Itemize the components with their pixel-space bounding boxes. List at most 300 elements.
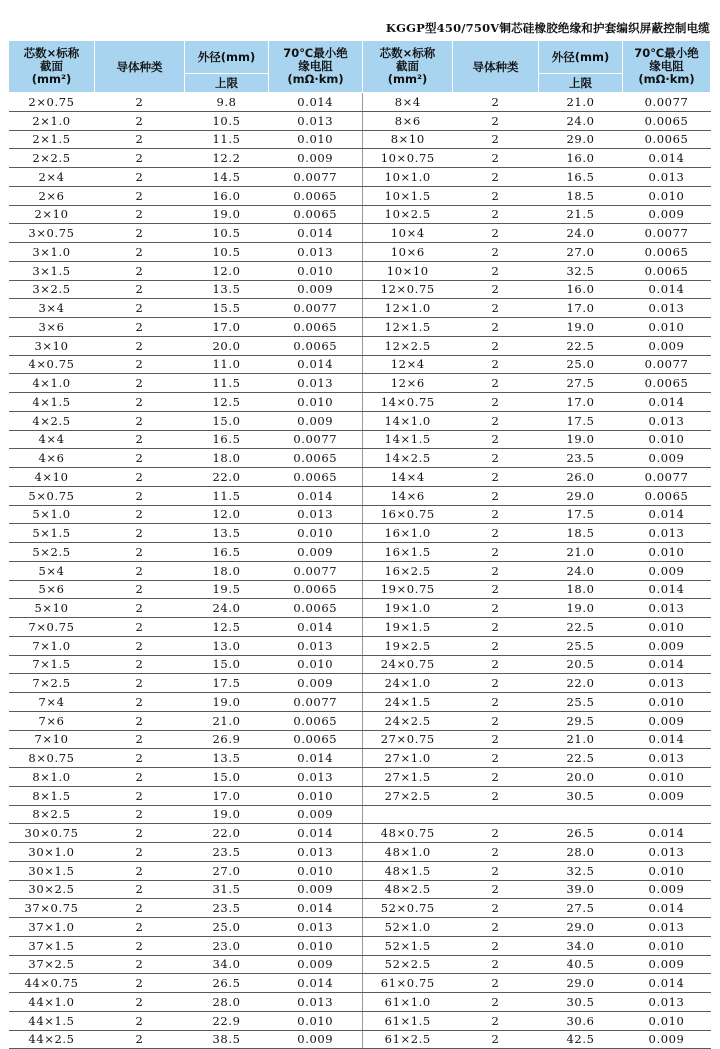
- cores-spec-left: 2×0.75: [9, 93, 95, 112]
- cores-spec-right: 8×4: [363, 93, 453, 112]
- conductor-class-right: 2: [453, 693, 539, 712]
- cores-spec-left: 3×1.5: [9, 261, 95, 280]
- outer-diameter-right: 26.0: [539, 468, 623, 487]
- outer-diameter-right: 16.0: [539, 280, 623, 299]
- outer-diameter-left: 26.9: [185, 730, 269, 749]
- conductor-class-right: 2: [453, 974, 539, 993]
- outer-diameter-left: 23.0: [185, 936, 269, 955]
- outer-diameter-left: 19.0: [185, 693, 269, 712]
- outer-diameter-right: 29.0: [539, 918, 623, 937]
- cores-spec-right: 48×1.0: [363, 843, 453, 862]
- conductor-class-right: 2: [453, 880, 539, 899]
- conductor-class-right: 2: [453, 318, 539, 337]
- insulation-resistance-left: 0.0077: [269, 693, 363, 712]
- conductor-class-right: 2: [453, 1030, 539, 1049]
- cores-spec-left: 7×10: [9, 730, 95, 749]
- insulation-resistance-right: 0.0065: [623, 374, 711, 393]
- conductor-class-right: 2: [453, 111, 539, 130]
- cores-spec-left: 5×2.5: [9, 543, 95, 562]
- cores-spec-right: 19×1.0: [363, 599, 453, 618]
- conductor-class-right: 2: [453, 449, 539, 468]
- conductor-class-right: 2: [453, 580, 539, 599]
- conductor-class-left: 2: [95, 955, 185, 974]
- conductor-class-right: 2: [453, 430, 539, 449]
- table-row: [9, 93, 711, 112]
- cores-spec-right: 12×0.75: [363, 280, 453, 299]
- table-body: [9, 93, 711, 1049]
- cores-spec-right: 16×1.5: [363, 543, 453, 562]
- cores-spec-right: 10×0.75: [363, 149, 453, 168]
- cores-spec-right: 12×1.5: [363, 318, 453, 337]
- insulation-resistance-right: 0.010: [623, 430, 711, 449]
- insulation-resistance-left: 0.0065: [269, 468, 363, 487]
- conductor-class-right: 2: [453, 299, 539, 318]
- conductor-class-left: 2: [95, 111, 185, 130]
- outer-diameter-left: 10.5: [185, 243, 269, 262]
- table-row: [9, 224, 711, 243]
- insulation-resistance-right: 0.009: [623, 336, 711, 355]
- header-upper: 上限: [185, 74, 269, 93]
- cores-spec-right: [363, 805, 453, 824]
- outer-diameter-right: 29.0: [539, 486, 623, 505]
- insulation-resistance-left: 0.014: [269, 618, 363, 637]
- insulation-resistance-left: 0.009: [269, 880, 363, 899]
- header-resistance-right: [623, 41, 711, 93]
- table-row: [9, 1030, 711, 1049]
- cores-spec-left: 4×2.5: [9, 411, 95, 430]
- table-row: [9, 599, 711, 618]
- insulation-resistance-left: 0.014: [269, 486, 363, 505]
- conductor-class-right: 2: [453, 336, 539, 355]
- cores-spec-right: 52×2.5: [363, 955, 453, 974]
- conductor-class-right: [453, 805, 539, 824]
- table-row: [9, 149, 711, 168]
- outer-diameter-right: 19.0: [539, 318, 623, 337]
- outer-diameter-left: 11.5: [185, 130, 269, 149]
- cores-spec-left: 30×1.0: [9, 843, 95, 862]
- header-resist-line2: 缘电阻: [298, 59, 333, 73]
- outer-diameter-left: 19.5: [185, 580, 269, 599]
- cores-spec-left: 7×0.75: [9, 618, 95, 637]
- cores-spec-right: 19×0.75: [363, 580, 453, 599]
- cores-spec-left: 2×4: [9, 168, 95, 187]
- outer-diameter-left: 11.5: [185, 374, 269, 393]
- insulation-resistance-right: 0.010: [623, 768, 711, 787]
- cores-spec-left: 3×10: [9, 336, 95, 355]
- cores-spec-left: 7×1.5: [9, 655, 95, 674]
- insulation-resistance-left: 0.013: [269, 374, 363, 393]
- outer-diameter-left: 20.0: [185, 336, 269, 355]
- conductor-class-left: 2: [95, 93, 185, 112]
- cores-spec-right: 10×4: [363, 224, 453, 243]
- insulation-resistance-right: 0.009: [623, 449, 711, 468]
- conductor-class-left: 2: [95, 505, 185, 524]
- insulation-resistance-right: 0.013: [623, 299, 711, 318]
- insulation-resistance-right: 0.014: [623, 730, 711, 749]
- cores-spec-left: 3×2.5: [9, 280, 95, 299]
- insulation-resistance-left: 0.009: [269, 280, 363, 299]
- conductor-class-right: 2: [453, 168, 539, 187]
- outer-diameter-left: 17.0: [185, 318, 269, 337]
- insulation-resistance-left: 0.014: [269, 355, 363, 374]
- outer-diameter-left: 15.0: [185, 411, 269, 430]
- table-row: [9, 636, 711, 655]
- table-row: [9, 486, 711, 505]
- insulation-resistance-left: 0.014: [269, 749, 363, 768]
- conductor-class-left: 2: [95, 580, 185, 599]
- header-cores-line1-right: 芯数×标称: [379, 46, 436, 60]
- insulation-resistance-left: 0.0065: [269, 730, 363, 749]
- cores-spec-left: 30×1.5: [9, 861, 95, 880]
- conductor-class-left: 2: [95, 974, 185, 993]
- table-row: [9, 205, 711, 224]
- cores-spec-right: 16×1.0: [363, 524, 453, 543]
- outer-diameter-right: 25.5: [539, 693, 623, 712]
- table-row: [9, 411, 711, 430]
- cores-spec-left: 8×1.0: [9, 768, 95, 787]
- conductor-class-right: 2: [453, 993, 539, 1012]
- outer-diameter-right: 21.5: [539, 205, 623, 224]
- header-resist-unit: (mΩ·km): [287, 72, 344, 86]
- cores-spec-left: 37×1.0: [9, 918, 95, 937]
- table-row: [9, 693, 711, 712]
- insulation-resistance-left: 0.0065: [269, 318, 363, 337]
- outer-diameter-right: 32.5: [539, 861, 623, 880]
- outer-diameter-right: 18.0: [539, 580, 623, 599]
- insulation-resistance-right: 0.013: [623, 524, 711, 543]
- insulation-resistance-left: 0.010: [269, 1011, 363, 1030]
- conductor-class-right: 2: [453, 205, 539, 224]
- insulation-resistance-left: 0.010: [269, 393, 363, 412]
- table-row: [9, 186, 711, 205]
- cores-spec-right: 48×1.5: [363, 861, 453, 880]
- conductor-class-left: 2: [95, 880, 185, 899]
- cores-spec-right: 52×1.0: [363, 918, 453, 937]
- cores-spec-left: 5×4: [9, 561, 95, 580]
- conductor-class-left: 2: [95, 261, 185, 280]
- outer-diameter-right: 26.5: [539, 824, 623, 843]
- table-row: [9, 768, 711, 787]
- cores-spec-right: 52×0.75: [363, 899, 453, 918]
- outer-diameter-left: 19.0: [185, 205, 269, 224]
- outer-diameter-right: 23.5: [539, 449, 623, 468]
- cores-spec-left: 37×0.75: [9, 899, 95, 918]
- conductor-class-left: 2: [95, 336, 185, 355]
- header-resistance: [269, 41, 363, 93]
- conductor-class-left: 2: [95, 224, 185, 243]
- cores-spec-left: 4×1.0: [9, 374, 95, 393]
- insulation-resistance-right: 0.010: [623, 186, 711, 205]
- outer-diameter-right: 16.5: [539, 168, 623, 187]
- cores-spec-right: 10×2.5: [363, 205, 453, 224]
- header-cores-unit-right: (mm²): [387, 72, 428, 86]
- insulation-resistance-right: 0.0077: [623, 224, 711, 243]
- insulation-resistance-right: 0.0077: [623, 93, 711, 112]
- outer-diameter-right: 24.0: [539, 561, 623, 580]
- conductor-class-left: 2: [95, 1011, 185, 1030]
- insulation-resistance-right: 0.009: [623, 955, 711, 974]
- outer-diameter-right: 24.0: [539, 224, 623, 243]
- conductor-class-right: 2: [453, 1011, 539, 1030]
- cores-spec-right: 27×1.5: [363, 768, 453, 787]
- outer-diameter-right: 30.5: [539, 993, 623, 1012]
- outer-diameter-left: 31.5: [185, 880, 269, 899]
- insulation-resistance-left: 0.013: [269, 993, 363, 1012]
- table-row: [9, 786, 711, 805]
- outer-diameter-right: 17.0: [539, 299, 623, 318]
- outer-diameter-right: 22.5: [539, 749, 623, 768]
- conductor-class-left: 2: [95, 149, 185, 168]
- insulation-resistance-right: 0.013: [623, 918, 711, 937]
- cores-spec-left: 7×2.5: [9, 674, 95, 693]
- conductor-class-left: 2: [95, 730, 185, 749]
- table-row: [9, 430, 711, 449]
- conductor-class-left: 2: [95, 430, 185, 449]
- conductor-class-left: 2: [95, 936, 185, 955]
- cores-spec-right: 27×0.75: [363, 730, 453, 749]
- table-row: [9, 711, 711, 730]
- table-row: [9, 318, 711, 337]
- cores-spec-right: 61×1.0: [363, 993, 453, 1012]
- outer-diameter-right: 18.5: [539, 186, 623, 205]
- conductor-class-left: 2: [95, 243, 185, 262]
- conductor-class-right: 2: [453, 486, 539, 505]
- cores-spec-left: 2×10: [9, 205, 95, 224]
- conductor-class-left: 2: [95, 768, 185, 787]
- outer-diameter-right: 27.0: [539, 243, 623, 262]
- insulation-resistance-left: 0.009: [269, 543, 363, 562]
- insulation-resistance-left: 0.010: [269, 261, 363, 280]
- insulation-resistance-right: 0.013: [623, 168, 711, 187]
- insulation-resistance-right: 0.009: [623, 205, 711, 224]
- insulation-resistance-right: 0.0065: [623, 243, 711, 262]
- insulation-resistance-left: 0.0065: [269, 580, 363, 599]
- cores-spec-left: 3×1.0: [9, 243, 95, 262]
- table-row: [9, 880, 711, 899]
- outer-diameter-right: 22.0: [539, 674, 623, 693]
- conductor-class-right: 2: [453, 149, 539, 168]
- conductor-class-left: 2: [95, 449, 185, 468]
- header-conductor: 导体种类: [95, 41, 185, 93]
- outer-diameter-right: 19.0: [539, 430, 623, 449]
- insulation-resistance-right: 0.010: [623, 543, 711, 562]
- outer-diameter-right: 20.5: [539, 655, 623, 674]
- insulation-resistance-right: 0.014: [623, 393, 711, 412]
- insulation-resistance-right: 0.014: [623, 824, 711, 843]
- outer-diameter-left: 26.5: [185, 974, 269, 993]
- outer-diameter-right: [539, 805, 623, 824]
- cores-spec-right: 10×10: [363, 261, 453, 280]
- insulation-resistance-left: 0.0065: [269, 599, 363, 618]
- conductor-class-right: 2: [453, 280, 539, 299]
- outer-diameter-right: 22.5: [539, 618, 623, 637]
- cores-spec-left: 3×4: [9, 299, 95, 318]
- insulation-resistance-right: 0.013: [623, 843, 711, 862]
- conductor-class-left: 2: [95, 186, 185, 205]
- outer-diameter-right: 30.5: [539, 786, 623, 805]
- cores-spec-right: 14×0.75: [363, 393, 453, 412]
- insulation-resistance-left: 0.0077: [269, 299, 363, 318]
- cores-spec-left: 5×0.75: [9, 486, 95, 505]
- conductor-class-right: 2: [453, 374, 539, 393]
- conductor-class-left: 2: [95, 318, 185, 337]
- outer-diameter-left: 12.0: [185, 261, 269, 280]
- insulation-resistance-left: 0.0077: [269, 168, 363, 187]
- insulation-resistance-right: 0.009: [623, 636, 711, 655]
- conductor-class-right: 2: [453, 899, 539, 918]
- insulation-resistance-left: 0.010: [269, 655, 363, 674]
- cores-spec-right: 24×1.5: [363, 693, 453, 712]
- cores-spec-left: 2×1.5: [9, 130, 95, 149]
- conductor-class-left: 2: [95, 468, 185, 487]
- cores-spec-right: 61×1.5: [363, 1011, 453, 1030]
- outer-diameter-left: 25.0: [185, 918, 269, 937]
- insulation-resistance-left: 0.013: [269, 505, 363, 524]
- cores-spec-left: 7×4: [9, 693, 95, 712]
- cores-spec-right: 12×6: [363, 374, 453, 393]
- outer-diameter-right: 27.5: [539, 899, 623, 918]
- insulation-resistance-left: 0.014: [269, 224, 363, 243]
- conductor-class-left: 2: [95, 561, 185, 580]
- cores-spec-right: 24×0.75: [363, 655, 453, 674]
- header-resist-line1-right: 70℃最小绝: [634, 46, 699, 60]
- conductor-class-right: 2: [453, 524, 539, 543]
- insulation-resistance-left: 0.0065: [269, 449, 363, 468]
- insulation-resistance-right: 0.009: [623, 1030, 711, 1049]
- table-row: [9, 449, 711, 468]
- cores-spec-left: 8×1.5: [9, 786, 95, 805]
- header-cores-line2-right: 截面: [396, 59, 419, 73]
- conductor-class-left: 2: [95, 130, 185, 149]
- cable-spec-table: [8, 40, 711, 1049]
- cores-spec-left: 7×6: [9, 711, 95, 730]
- outer-diameter-right: 29.0: [539, 974, 623, 993]
- insulation-resistance-left: 0.014: [269, 824, 363, 843]
- outer-diameter-left: 16.5: [185, 543, 269, 562]
- table-row: [9, 111, 711, 130]
- table-row: [9, 505, 711, 524]
- insulation-resistance-left: 0.013: [269, 243, 363, 262]
- insulation-resistance-left: 0.009: [269, 411, 363, 430]
- outer-diameter-left: 13.5: [185, 749, 269, 768]
- header-upper-right: 上限: [539, 74, 623, 93]
- conductor-class-left: 2: [95, 393, 185, 412]
- conductor-class-left: 2: [95, 299, 185, 318]
- cores-spec-left: 2×1.0: [9, 111, 95, 130]
- table-row: [9, 993, 711, 1012]
- cores-spec-left: 7×1.0: [9, 636, 95, 655]
- cores-spec-right: 14×1.0: [363, 411, 453, 430]
- cores-spec-left: 8×2.5: [9, 805, 95, 824]
- outer-diameter-right: 22.5: [539, 336, 623, 355]
- cores-spec-right: 48×0.75: [363, 824, 453, 843]
- outer-diameter-right: 40.5: [539, 955, 623, 974]
- insulation-resistance-right: 0.013: [623, 599, 711, 618]
- insulation-resistance-left: 0.009: [269, 149, 363, 168]
- cores-spec-right: 61×0.75: [363, 974, 453, 993]
- insulation-resistance-right: 0.0065: [623, 486, 711, 505]
- header-conductor-right: 导体种类: [453, 41, 539, 93]
- cores-spec-left: 3×0.75: [9, 224, 95, 243]
- conductor-class-left: 2: [95, 805, 185, 824]
- outer-diameter-left: 9.8: [185, 93, 269, 112]
- table-row: [9, 261, 711, 280]
- outer-diameter-right: 34.0: [539, 936, 623, 955]
- conductor-class-left: 2: [95, 899, 185, 918]
- conductor-class-right: 2: [453, 749, 539, 768]
- outer-diameter-right: 27.5: [539, 374, 623, 393]
- header-cores-line1: 芯数×标称: [23, 46, 80, 60]
- insulation-resistance-right: 0.009: [623, 561, 711, 580]
- insulation-resistance-left: 0.0065: [269, 711, 363, 730]
- table-row: [9, 936, 711, 955]
- header-cores: [9, 41, 95, 93]
- cores-spec-left: 4×6: [9, 449, 95, 468]
- outer-diameter-left: 28.0: [185, 993, 269, 1012]
- conductor-class-left: 2: [95, 824, 185, 843]
- table-row: [9, 730, 711, 749]
- header-cores-line2: 截面: [40, 59, 63, 73]
- insulation-resistance-left: 0.0065: [269, 336, 363, 355]
- cores-spec-right: 27×1.0: [363, 749, 453, 768]
- table-row: [9, 580, 711, 599]
- conductor-class-right: 2: [453, 955, 539, 974]
- cores-spec-left: 37×2.5: [9, 955, 95, 974]
- cores-spec-right: 19×1.5: [363, 618, 453, 637]
- conductor-class-right: 2: [453, 186, 539, 205]
- insulation-resistance-right: 0.013: [623, 674, 711, 693]
- insulation-resistance-left: 0.010: [269, 130, 363, 149]
- insulation-resistance-right: 0.014: [623, 899, 711, 918]
- outer-diameter-left: 14.5: [185, 168, 269, 187]
- outer-diameter-left: 18.0: [185, 449, 269, 468]
- outer-diameter-left: 11.5: [185, 486, 269, 505]
- conductor-class-left: 2: [95, 355, 185, 374]
- conductor-class-right: 2: [453, 786, 539, 805]
- outer-diameter-left: 34.0: [185, 955, 269, 974]
- insulation-resistance-left: 0.009: [269, 955, 363, 974]
- outer-diameter-right: 20.0: [539, 768, 623, 787]
- outer-diameter-left: 16.5: [185, 430, 269, 449]
- table-row: [9, 299, 711, 318]
- insulation-resistance-right: 0.013: [623, 993, 711, 1012]
- conductor-class-right: 2: [453, 711, 539, 730]
- cores-spec-left: 2×2.5: [9, 149, 95, 168]
- table-row: [9, 374, 711, 393]
- table-row: [9, 805, 711, 824]
- table-row: [9, 336, 711, 355]
- conductor-class-left: 2: [95, 618, 185, 637]
- outer-diameter-right: 30.6: [539, 1011, 623, 1030]
- insulation-resistance-left: 0.0077: [269, 561, 363, 580]
- outer-diameter-right: 21.0: [539, 730, 623, 749]
- cores-spec-right: 27×2.5: [363, 786, 453, 805]
- cores-spec-left: 5×10: [9, 599, 95, 618]
- table-row: [9, 655, 711, 674]
- cores-spec-right: 12×2.5: [363, 336, 453, 355]
- outer-diameter-left: 10.5: [185, 111, 269, 130]
- outer-diameter-left: 13.5: [185, 524, 269, 543]
- cores-spec-left: 4×1.5: [9, 393, 95, 412]
- insulation-resistance-left: 0.009: [269, 674, 363, 693]
- outer-diameter-left: 22.0: [185, 824, 269, 843]
- cores-spec-left: 8×0.75: [9, 749, 95, 768]
- table-row: [9, 861, 711, 880]
- table-row: [9, 280, 711, 299]
- cores-spec-right: 16×0.75: [363, 505, 453, 524]
- cores-spec-right: 14×4: [363, 468, 453, 487]
- outer-diameter-right: 21.0: [539, 543, 623, 562]
